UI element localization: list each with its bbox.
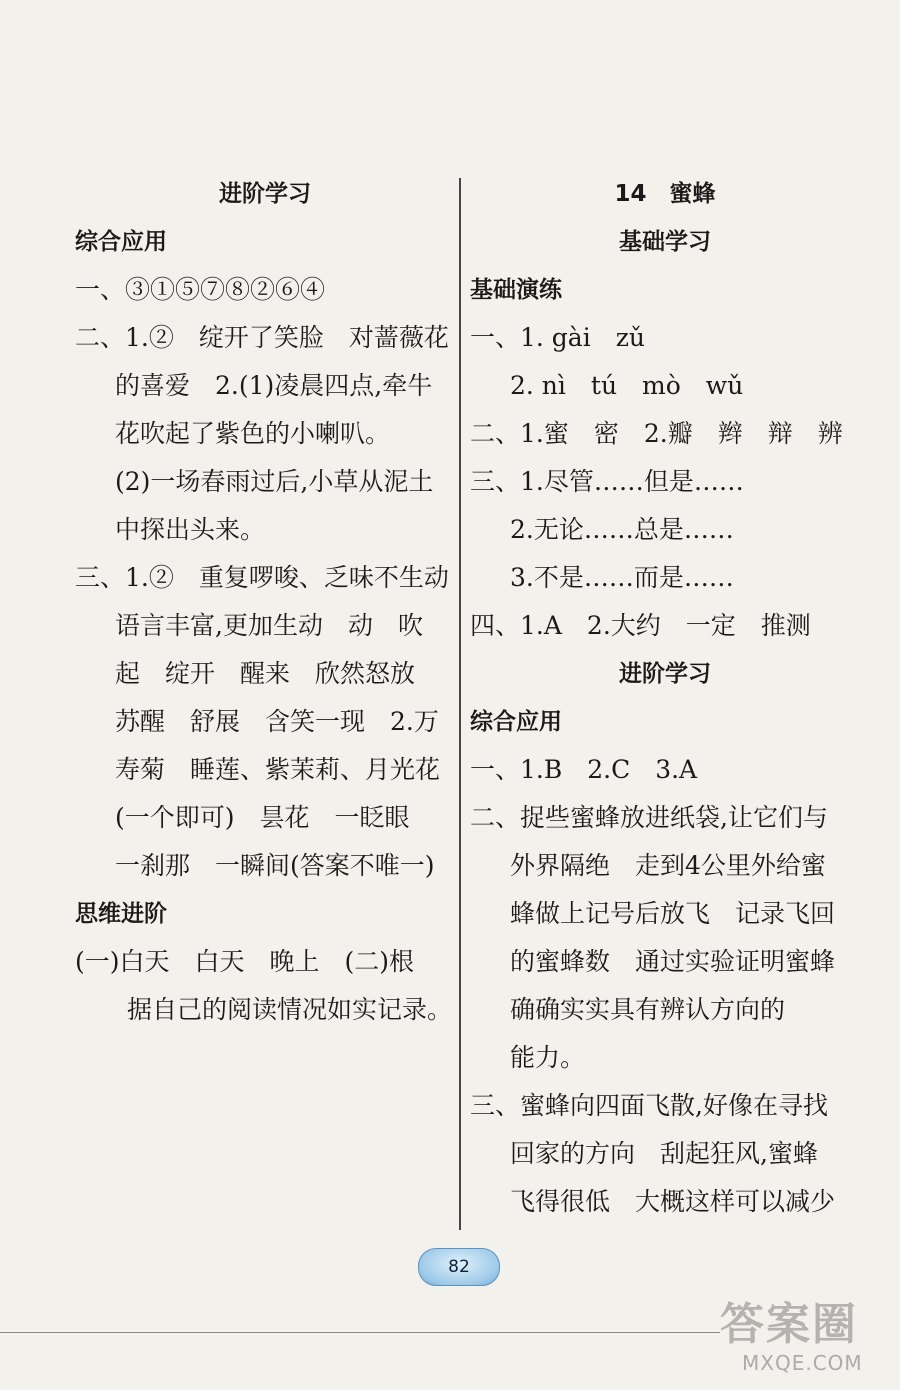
answer-line: 的喜爱 2.(1)凌晨四点,牵牛 [115,371,433,400]
subsection-heading: 综合应用 [470,709,562,735]
answer-line: (一个即可) 昙花 一眨眼 [115,803,410,832]
answer-line: 三、蜜蜂向四面飞散,好像在寻找 [470,1091,828,1120]
answer-line: 二、捉些蜜蜂放进纸袋,让它们与 [470,803,828,832]
answer-line: 一、1.B 2.C 3.A [470,755,698,784]
answer-line: 回家的方向 刮起狂风,蜜蜂 [510,1139,818,1168]
answer-line: 能力。 [510,1043,586,1072]
answer-line: 苏醒 舒展 含笑一现 2.万 [115,707,439,736]
answer-line: 二、1.② 绽开了笑脸 对蔷薇花 [75,323,449,352]
answer-line: 2. nì tú mò wǔ [510,371,744,400]
subsection-heading: 综合应用 [75,229,167,255]
answer-line: 花吹起了紫色的小喇叭。 [115,419,391,448]
answer-line: 四、1.A 2.大约 一定 推测 [470,611,811,640]
answer-line: 中探出头来。 [115,515,266,544]
answer-line: (2)一场春雨过后,小草从泥土 [115,467,434,496]
answer-line: (一)白天 白天 晚上 (二)根 [75,947,415,976]
answer-line: 一刹那 一瞬间(答案不唯一) [115,851,435,880]
left-column [75,170,455,1034]
lesson-title: 14 蜜蜂 [614,181,716,207]
answer-line: 二、1.蜜 密 2.瓣 辫 辩 辨 [470,419,843,448]
site-watermark-logo [720,1300,900,1390]
watermark-top-text: 答案圈 [720,1299,858,1350]
section-heading: 基础学习 [619,229,711,255]
answer-line: 三、1.尽管……但是…… [470,467,744,496]
section-heading: 进阶学习 [619,661,711,687]
subsection-heading: 思维进阶 [75,901,167,927]
column-divider [459,178,461,1230]
answer-line: 3.不是……而是…… [510,563,734,592]
subsection-heading: 基础演练 [470,277,562,303]
answer-line: 的蜜蜂数 通过实验证明蜜蜂 [510,947,836,976]
answer-line: 2.无论……总是…… [510,515,734,544]
bottom-rule [0,1332,720,1333]
answer-line: 蜂做上记号后放飞 记录飞回 [510,899,836,928]
answer-line: 语言丰富,更加生动 动 吹 [115,611,423,640]
section-heading: 进阶学习 [219,181,311,207]
page-number-badge: 82 [418,1248,500,1286]
answer-line: 飞得很低 大概这样可以减少 [510,1187,836,1216]
answer-line: 据自己的阅读情况如实记录。 [127,995,453,1024]
watermark-bottom-text: MXQE.COM [742,1351,863,1375]
answer-line: 三、1.② 重复啰唆、乏味不生动 [75,563,449,592]
right-column [470,170,860,1226]
answer-line: 确确实实具有辨认方向的 [510,995,786,1024]
answer-line: 一、1. gài zǔ [470,323,645,352]
answer-line: 寿菊 睡莲、紫茉莉、月光花 [115,755,441,784]
answer-line: 一、③①⑤⑦⑧②⑥④ [75,275,326,304]
answer-line: 起 绽开 醒来 欣然怒放 [115,659,416,688]
answer-line: 外界隔绝 走到4公里外给蜜 [510,851,826,880]
